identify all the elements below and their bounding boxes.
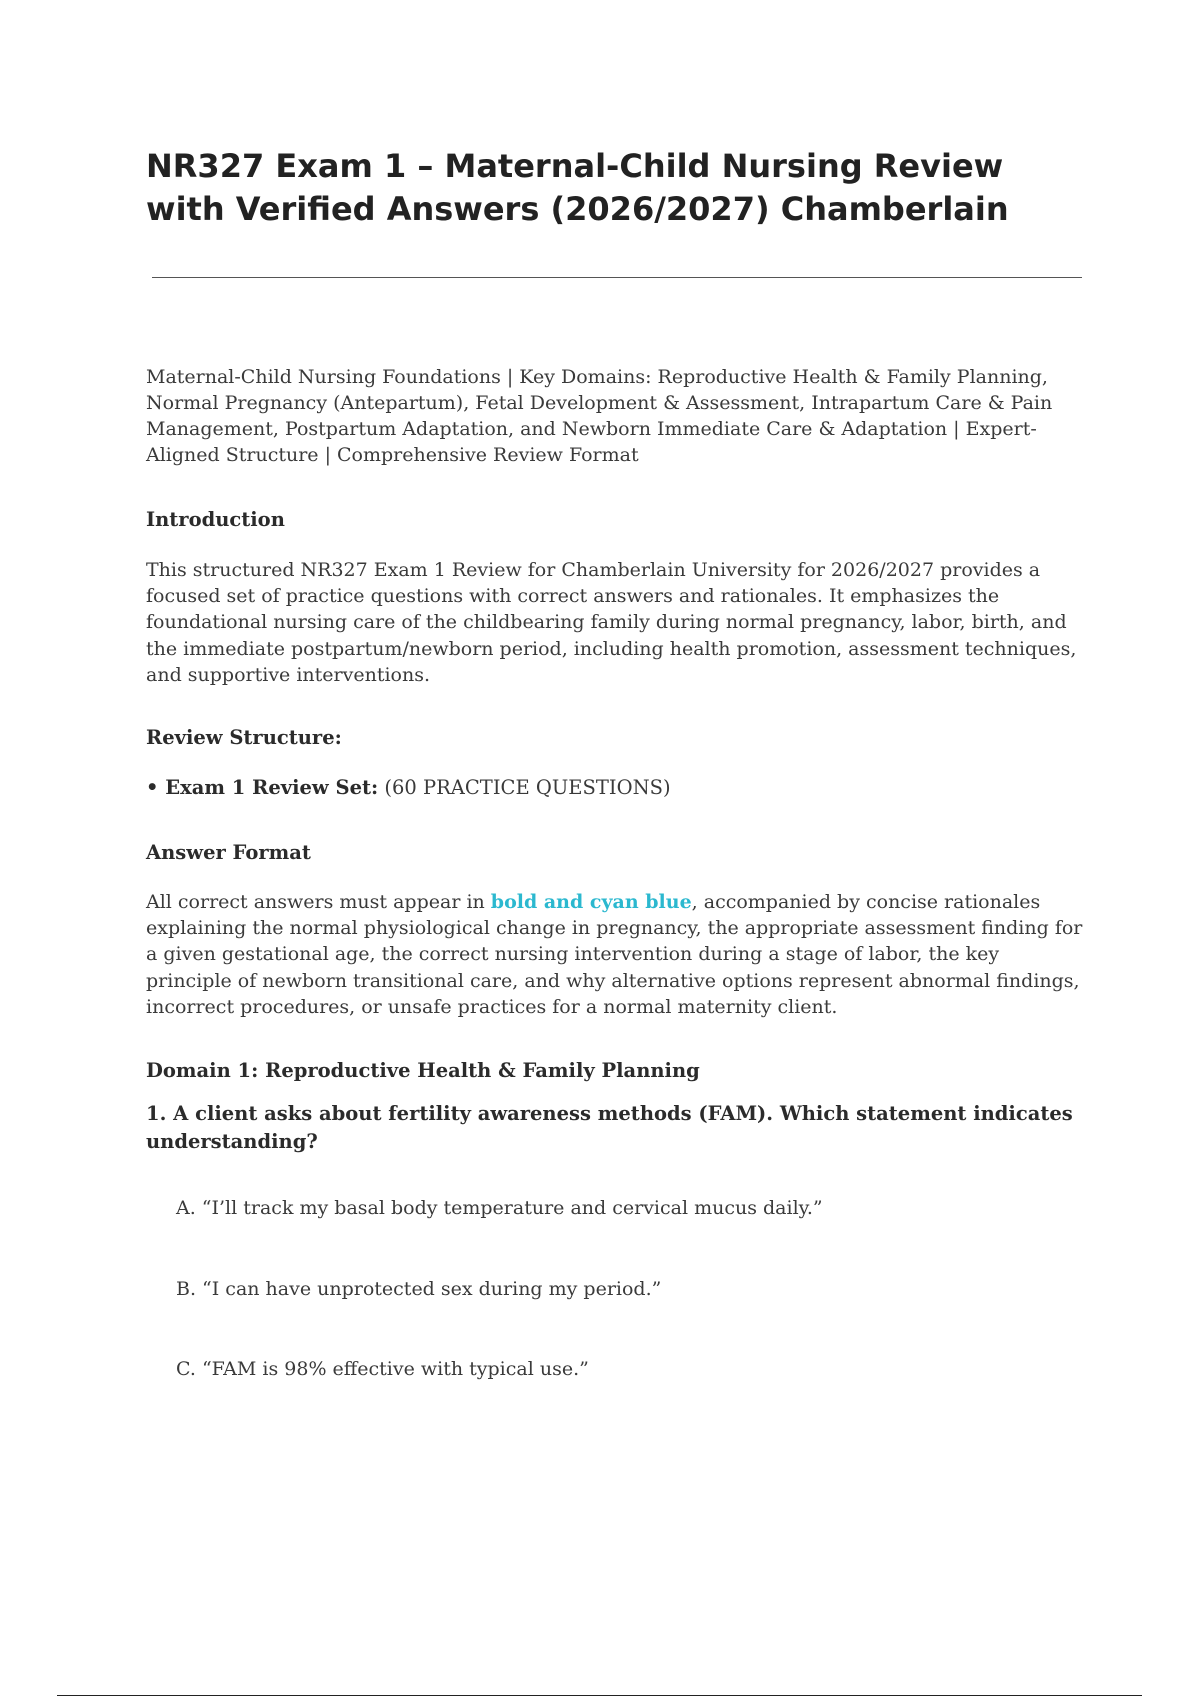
domain-1-heading: Domain 1: Reproductive Health & Family Planning: [146, 1059, 700, 1082]
answer-format-text-after: , accompanied by concise rationales explaining the normal physiological change in pregnancy, the appropriate assessment finding for a given gestational age, the correct nursing intervention during a stage of labor, the key principle of newborn transitional care, and why alternative options represent abnormal findings, incorrect procedures, or unsafe practices for a normal maternity client.: [146, 891, 1083, 1018]
question-1-option-c: C. “FAM is 98% effective with typical use.”: [176, 1358, 589, 1380]
question-1-option-a: A. “I’ll track my basal body temperature and cervical mucus daily.”: [176, 1197, 823, 1219]
review-set-bullet: [146, 775, 671, 801]
question-1: 1. A client asks about fertility awareness methods (FAM). Which statement indicates understanding?: [146, 1102, 1073, 1153]
answer-format-text: [146, 889, 1086, 1020]
answer-format-highlight: bold and cyan blue: [490, 891, 692, 913]
introduction-heading: Introduction: [146, 508, 285, 531]
title-divider: [152, 277, 1082, 278]
question-1-option-b: B. “I can have unprotected sex during my period.”: [176, 1278, 662, 1300]
document-subtitle: Maternal-Child Nursing Foundations | Key Domains: Reproductive Health & Family Planning, Normal Pregnancy (Antepartum), Fetal Development & Assessment, Intrapartum Care & Pain Management, Postpartum Adaptation, and Newborn Immediate Care & Adaptation | Expert-Aligned Structure | Comprehensive Review Format: [146, 366, 1053, 466]
answer-format-heading: Answer Format: [146, 841, 311, 864]
page-bottom-rule: [57, 1695, 1142, 1696]
review-structure-heading: Review Structure:: [146, 726, 342, 749]
review-set-label: • Exam 1 Review Set:: [146, 776, 379, 799]
introduction-text: This structured NR327 Exam 1 Review for Chamberlain University for 2026/2027 provides a focused set of practice questions with correct answers and rationales. It emphasizes the foundational nursing care of the childbearing family during normal pregnancy, labor, birth, and the immediate postpartum/newborn period, including health promotion, assessment techniques, and supportive interventions.: [146, 559, 1077, 686]
answer-format-text-before: All correct answers must appear in: [146, 891, 491, 913]
review-set-count: (60 PRACTICE QUESTIONS): [378, 776, 671, 799]
document-title: NR327 Exam 1 – Maternal-Child Nursing Review with Verified Answers (2026/2027) Chamberlain: [146, 147, 1009, 228]
